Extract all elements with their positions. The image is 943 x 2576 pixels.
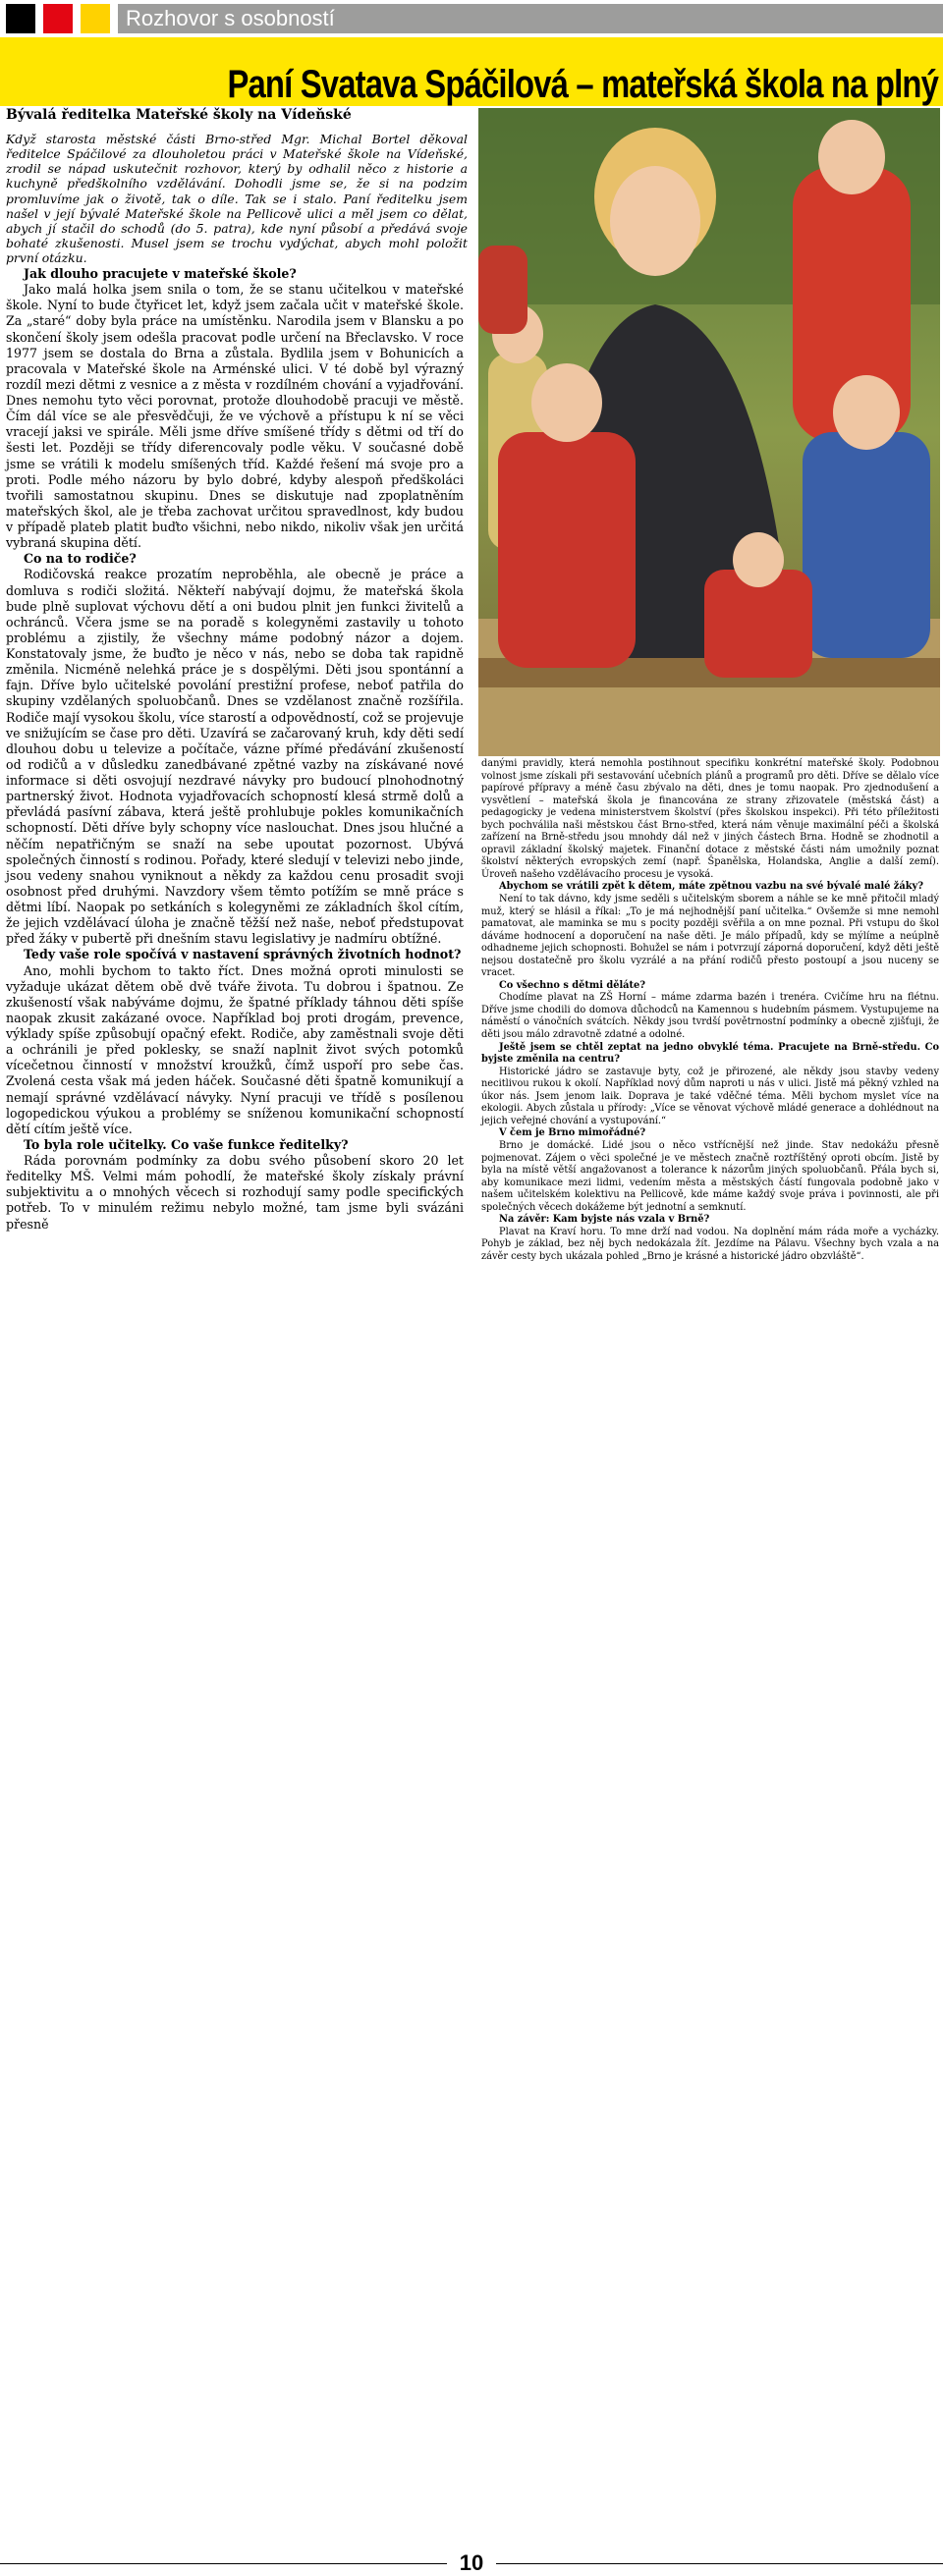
question: V čem je Brno mimořádné? bbox=[499, 1127, 646, 1139]
yellow-square-decoration bbox=[81, 4, 110, 33]
answer-paragraph: Historické jádro se zastavuje byty, což je přirozené, ale někdy jsou stavby vedeny necitlivou rukou k okolí. Například nový dům naproti u nás v ulici. Jistě má pěkný vzhled na úkor nás. Jsem jenom laik. Doprava je také vděčné téma. Měli bychom myslet více na ekologii. Abych zůstala u přírody: „Více se věnovat výchově mládé generace a dohlédnout na jejich veřejné chování a vystupování.“ bbox=[481, 1066, 939, 1126]
question: Co všechno s dětmi děláte? bbox=[499, 979, 646, 991]
answer-paragraph: Ráda porovnám podmínky za dobu svého působení skoro 20 let ředitelky MŠ. Velmi mám pohodlí, že mateřské školy získaly právní subjektivitu a o mnohých věcech si rozhodují samy podle specifických potřeb. To v minulém režimu nebylo možné, tam jsme byli svázáni přesně bbox=[6, 1153, 464, 1232]
question: Jak dlouho pracujete v mateřské škole? bbox=[24, 266, 297, 281]
answer-paragraph: Ano, mohli bychom to takto říct. Dnes možná oproti minulosti se vyžaduje ukázat dětem obě dvě tváře života. Tu dobrou i špatnou. Ze zkušeností však nabýváme dojmu, že špatné příklady táhnou děti spíše naopak zkusit zakázané ovoce. Například boj proti drogám, prevence, výklady spíše způsobují opačný efekt. Rodiče, aby zaměstnali svoje děti a ochránili je před poklesky, se snaží naplnit život svých potomků vícečetnou činností v množství kroužků, čímž uspoří pro sebe čas. Zvolená cesta však má jeden háček. Současné děti špatně komunikují a nemají správné vzdělávací návyky. Nyní pracuji ve třídě s posílenou logopedickou výukou a problémy se sníženou komunikační schopností dětí cítím ještě více. bbox=[6, 962, 464, 1136]
section-header bbox=[0, 0, 943, 36]
section-title: Rozhovor s osobností bbox=[126, 6, 335, 30]
question: Ještě jsem se chtěl zeptat na jedno obvyklé téma. Pracujete na Brně-středu. Co byjste změnila na centru? bbox=[481, 1041, 939, 1066]
right-column-text bbox=[481, 758, 939, 1263]
intro-lead: Bývalá ředitelka Mateřské školy na Vídeňské bbox=[6, 107, 352, 123]
article-title: Paní Svatava Spáčilová – mateřská škola na plný bbox=[227, 63, 938, 106]
question: Abychom se vrátili zpět k dětem, máte zpětnou vazbu na své bývalé malé žáky? bbox=[499, 881, 923, 893]
page-footer bbox=[0, 1276, 943, 2575]
footer-rule-left bbox=[0, 2563, 447, 2564]
footer-rule-right bbox=[496, 2563, 943, 2564]
question: Tedy vaše role spočívá v nastavení správných životních hodnot? bbox=[24, 947, 462, 962]
question: Co na to rodiče? bbox=[24, 551, 137, 567]
intro-text: Když starosta městské části Brno-střed Mgr. Michal Bortel děkoval ředitelce Spáčilové za dlouholetou práci v Mateřské škole na Vídeňské, zrodil se nápad uskutečnit rozhovor, který by odhalil něco z historie a kuchyně předškolního vzdělávání. Dohodli jsme se, že si na podzim promluvíme jak o životě, tak o díle. Tak se i stalo. Paní ředitelku jsem našel v její bývalé Mateřské škole na Pellicově ulici a měl jsem co dělat, abych jí stačil do schodů (do 5. patra), kde nyní působí a předává svoje bohaté zkušenosti. Musel jsem se trochu vydýchat, abych mohl položit první otázku. bbox=[6, 132, 468, 265]
red-square-decoration bbox=[43, 4, 73, 33]
question: Na závěr: Kam byjste nás vzala v Brně? bbox=[499, 1214, 710, 1226]
left-column-text bbox=[6, 266, 464, 1233]
photo-teacher-with-children bbox=[478, 108, 940, 756]
answer-paragraph: Plavat na Kraví horu. To mne drží nad vodou. Na doplnění mám ráda moře a vycházky. Pohyb je základ, bez něj bych nedokázala žít. Jezdíme na Pálavu. Všechny bych vzala a na závěr cesty bych ukázala pohled „Brno je krásné a historické jádro obzvláště“. bbox=[481, 1226, 939, 1262]
answer-paragraph: Brno je domácké. Lidé jsou o něco vstřícnější než jinde. Stav nedokážu přesně pojmenovat. Zájem o věci společné je ve městech značně roztříštěný oproti obcím. Jistě by byla na místě větší angažovanost a tolerance k názorům jiných spoluobčanů. Přála bych si, aby komunikace mezi lidmi, vedením města a městských částí fungovala podobně jako v našem učitelském kolektivu na Pellicově, kde máme každý svoje práva i povinnosti, ale při společných věcech dokážeme být jednotní a semknutí. bbox=[481, 1139, 939, 1213]
answer-paragraph: Není to tak dávno, kdy jsme seděli s učitelským sborem a náhle se ke mně přitočil mladý muž, který se hlásil a říkal: „To je má nejhodnější paní učitelka.“ Ovšemže si mne nemohl pamatovat, ale maminka se mu s pocity později svěřila a on mne poznal. Při vstupu do škol dáváme hodnocení a doporučení na naše děti. Je málo případů, kdy se mýlíme a neúplně odhadneme jejich schopnosti. Bohužel se nám i potvrzují záporná doporučení, když děti ještě nejsou dostatečně pro školu vyzrálé a na přání rodičů přesto postoupí a jsou nuceny se vracet. bbox=[481, 894, 939, 979]
answer-paragraph: Rodičovská reakce prozatím neproběhla, ale obecně je práce a domluva s rodiči složitá. Někteří nabývají dojmu, že mateřská škola bude plně suplovat výchovu dětí a oni budou plnit jen funkci živitelů a ochránců. Včera jsme se na poradě s kolegyněmi zastavily u tohoto problému a zjistily, že všechny máme podobný názor a dojem. Konstatovaly jsme, že buďto je něco v nás, nebo se doba tak rapidně změnila. Nicméně nelehká práce je s dospělými. Děti jsou spontánní a fajn. Dříve bylo učitelské povolání prestižní profese, neboť patřila do skupiny vzdělaných spoluobčanů. Dnes se vzdělanost značně rozšířila. Rodiče mají vysokou školu, více starostí a odpovědností, což se projevuje ve snižujícím se čase pro děti. Uzavírá se začarovaný kruh, kdy děti sedí dlouhou dobu u televize a počítače, vázne přímé předávání zkušeností od rodičů a v důsledku zanedbávané zpětné vazby na získávané nové informace si děti osvojují nezdravé návyky pro budoucí plnohodnotný partnerský život. Hodnota vyjadřovacích schopností klesá strmě dolů a převládá pasívní zábava, která ještě prohlubuje pokles komunikačních schopností. Děti dříve byly schopny více naslouchat. Dnes jsou hlučné a něčím nepatřičným se snaží na sebe upoutat pozornost. Ubývá společných činností s rodinou. Pořady, které sledují v televizi nebo jinde, jsou vedeny snahou vyniknout a někdy za každou cenu prosadit svoji osobnost před druhými. Navzdory všem těmto potížím se mně práce s dětmi líbí. Naopak po setkáních s kolegyněmi ze základních škol cítím, že jejich vzdělávací úloha je značně těžší než naše, neboť předstupovat před žáky v pubertě při dnešním stavu legislativy je nadmíru obtížné. bbox=[6, 567, 464, 947]
answer-paragraph: Chodíme plavat na ZŠ Horní – máme zdarma bazén i trenéra. Cvičíme hru na flétnu. Dříve jsme chodili do domova důchodců na Kamennou s hudebním pásmem. Vystupujeme na náměstí o vánočních svátcích. Někdy jsou tvrdší povětrnostní podmínky a obecně zjišťuji, že děti jsou málo zdravotně zdatné a odolné. bbox=[481, 992, 939, 1041]
black-square-decoration bbox=[6, 4, 35, 33]
answer-paragraph: danými pravidly, která nemohla postihnout specifiku konkrétní mateřské školy. Podobnou volnost jsme získali při sestavování učebních plánů a programů pro děti. Dříve se dělalo více papírové přípravy a méně času zbývalo na děti, dnes je tomu naopak. Pro zjednodušení a vysvětlení – mateřská škola je financována ze strany zřizovatele (městská část) a pedagogicky je vedena ministerstvem školství (přes školskou inspekci). Při této příležitosti bych pochválila naši městskou část Brno-střed, která nám věnuje maximální péči a školská zařízení na Brně-středu jsou mnohdy dál než v jiných částech Brna. Hodně se zhodnotil a opravil základní školský majetek. Finanční dotace z městské části nám umožnily poznat školství některých evropských zemí (např. Španělska, Holandska, Anglie a další zemí). Úroveň našeho vzdělávacího procesu je vysoká. bbox=[481, 758, 939, 880]
answer-paragraph: Jako malá holka jsem snila o tom, že se stanu učitelkou v mateřské škole. Nyní to bude čtyřicet let, když jsem začala učit v mateřské škole. Za „staré“ doby byla práce na umístěnku. Narodila jsem v Blansku a po skončení školy jsem odešla pracovat podle určení na Břeclavsko. V roce 1977 jsem se dostala do Brna a zůstala. Bydlila jsem v Bohunicích a pracovala v Mateřské škole na Arménské ulici. V té době byl výrazný rozdíl mezi dětmi z vesnice a z města v rozdílném chování a vyjadřování. Dnes nemohu tyto věci porovnat, protože dlouhodobě pracuji ve městě. Čím dál více se ale přesvědčuji, že ve výchově a přístupu k ní se věci vracejí jaksi ve spirále. Měli jsme dříve smíšené třídy s dětmi od tří do šesti let. Později se třídy diferencovaly podle věku. V současné době jsme se vrátili k modelu smíšených tříd. Každé řešení má svoje pro a proti. Podle mého názoru by bylo dobré, kdyby alespoň předškoláci tvořili samostatnou skupinu. Dnes se diskutuje nad zpoplatněním mateřských škol, ale je třeba zachovat určitou spravedlnost, kdy budou v případě plateb platit buďto všichni, nebo nikdo, nikoliv však jen určitá vybraná skupina dětí. bbox=[6, 282, 464, 551]
question: To byla role učitelky. Co vaše funkce ředitelky? bbox=[24, 1136, 349, 1152]
page-number: 10 bbox=[459, 2550, 484, 2575]
photo-illustration bbox=[478, 108, 940, 756]
